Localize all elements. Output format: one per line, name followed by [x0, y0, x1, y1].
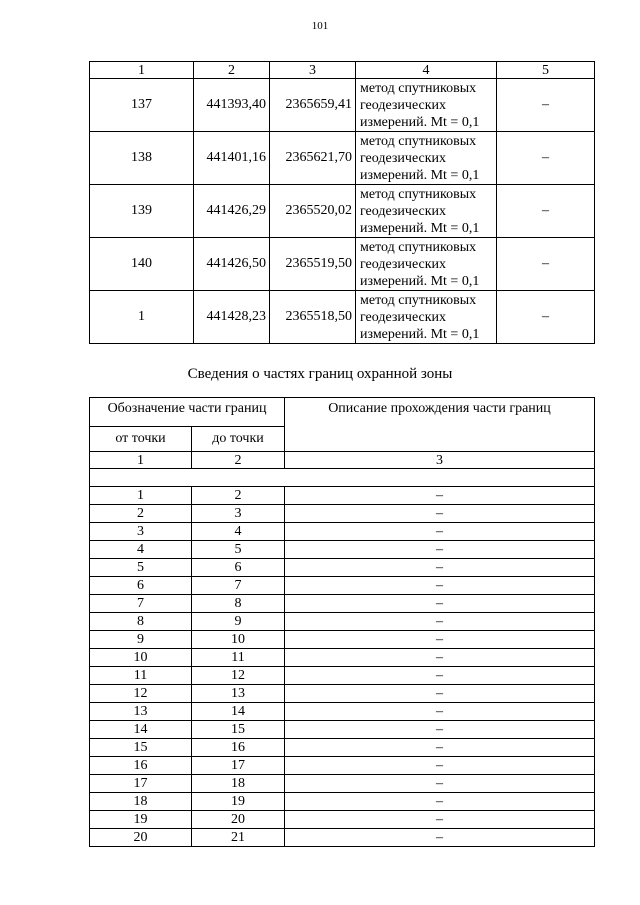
from-point: 19 — [90, 811, 192, 829]
to-point: 12 — [192, 667, 285, 685]
method-cell — [356, 185, 497, 238]
parts-column-numbers-row — [90, 452, 595, 469]
description-cell: – — [285, 595, 595, 613]
from-point: 16 — [90, 757, 192, 775]
coordinate-y: 2365518,50 — [270, 291, 356, 344]
table-row — [90, 132, 595, 185]
method-cell — [356, 291, 497, 344]
coordinates-header-row — [90, 62, 595, 79]
description-cell: – — [285, 685, 595, 703]
to-point: 10 — [192, 631, 285, 649]
from-point: 15 — [90, 739, 192, 757]
from-point: 12 — [90, 685, 192, 703]
method-line: геодезических — [360, 150, 447, 166]
to-point: 7 — [192, 577, 285, 595]
to-point: 20 — [192, 811, 285, 829]
header-from-point: от точки — [90, 427, 192, 452]
to-point: 16 — [192, 739, 285, 757]
method-line: метод спутниковых — [360, 80, 477, 96]
table-row — [90, 757, 595, 775]
coordinate-x: 441426,50 — [194, 238, 270, 291]
description-cell: – — [285, 667, 595, 685]
to-point: 9 — [192, 613, 285, 631]
to-point: 19 — [192, 793, 285, 811]
description-cell: – — [285, 613, 595, 631]
description-cell: – — [285, 631, 595, 649]
method-line: геодезических — [360, 203, 447, 219]
to-point: 17 — [192, 757, 285, 775]
to-point: 11 — [192, 649, 285, 667]
method-line: измерений. Mt = 0,1 — [360, 114, 480, 130]
to-point: 18 — [192, 775, 285, 793]
table-row — [90, 238, 595, 291]
from-point: 4 — [90, 541, 192, 559]
column-number: 2 — [194, 62, 270, 79]
method-line: метод спутниковых — [360, 186, 477, 202]
from-point: 3 — [90, 523, 192, 541]
to-point: 2 — [192, 487, 285, 505]
description-cell: – — [285, 811, 595, 829]
from-point: 8 — [90, 613, 192, 631]
column-number: 5 — [497, 62, 595, 79]
boundary-parts-table — [89, 397, 595, 847]
description-cell: – — [285, 559, 595, 577]
from-point: 5 — [90, 559, 192, 577]
table-row — [90, 649, 595, 667]
method-cell — [356, 132, 497, 185]
table-row — [90, 541, 595, 559]
coordinate-x: 441401,16 — [194, 132, 270, 185]
description-cell: – — [285, 649, 595, 667]
parts-header-row — [90, 398, 595, 427]
from-point: 7 — [90, 595, 192, 613]
table-row — [90, 79, 595, 132]
from-point: 13 — [90, 703, 192, 721]
description-cell: – — [285, 757, 595, 775]
column-number: 1 — [90, 452, 192, 469]
table-row — [90, 523, 595, 541]
method-cell — [356, 79, 497, 132]
to-point: 4 — [192, 523, 285, 541]
to-point: 15 — [192, 721, 285, 739]
description-cell: – — [285, 721, 595, 739]
coordinate-x: 441428,23 — [194, 291, 270, 344]
method-line: метод спутниковых — [360, 239, 477, 255]
method-line: геодезических — [360, 97, 447, 113]
coordinate-y: 2365621,70 — [270, 132, 356, 185]
description-cell: – — [285, 775, 595, 793]
from-point: 17 — [90, 775, 192, 793]
description-cell: – — [285, 829, 595, 847]
method-line: измерений. Mt = 0,1 — [360, 220, 480, 236]
column-number: 3 — [270, 62, 356, 79]
from-point: 11 — [90, 667, 192, 685]
point-number: 139 — [90, 185, 194, 238]
to-point: 14 — [192, 703, 285, 721]
to-point: 5 — [192, 541, 285, 559]
description-cell: – — [285, 523, 595, 541]
note-cell: – — [497, 132, 595, 185]
description-cell: – — [285, 541, 595, 559]
table-row — [90, 703, 595, 721]
coordinate-y: 2365519,50 — [270, 238, 356, 291]
method-line: геодезических — [360, 256, 447, 272]
point-number: 140 — [90, 238, 194, 291]
note-cell: – — [497, 238, 595, 291]
from-point: 18 — [90, 793, 192, 811]
method-line: метод спутниковых — [360, 133, 477, 149]
page-number: 101 — [311, 20, 329, 32]
note-cell: – — [497, 79, 595, 132]
table-row — [90, 559, 595, 577]
table-row — [90, 613, 595, 631]
table-row — [90, 775, 595, 793]
to-point: 8 — [192, 595, 285, 613]
point-number: 138 — [90, 132, 194, 185]
from-point: 1 — [90, 487, 192, 505]
description-cell: – — [285, 793, 595, 811]
table-row — [90, 667, 595, 685]
note-cell: – — [497, 291, 595, 344]
header-description: Описание прохождения части границ — [285, 398, 595, 452]
method-line: измерений. Mt = 0,1 — [360, 273, 480, 289]
to-point: 3 — [192, 505, 285, 523]
point-number: 1 — [90, 291, 194, 344]
point-number: 137 — [90, 79, 194, 132]
table-row — [90, 595, 595, 613]
table-row — [90, 829, 595, 847]
table-row — [90, 793, 595, 811]
blank-row — [90, 469, 595, 487]
table-row — [90, 291, 595, 344]
to-point: 21 — [192, 829, 285, 847]
description-cell: – — [285, 703, 595, 721]
header-part-designation: Обозначение части границ — [90, 398, 285, 427]
method-cell — [356, 238, 497, 291]
method-line: измерений. Mt = 0,1 — [360, 326, 480, 342]
table-row — [90, 577, 595, 595]
coordinate-y: 2365520,02 — [270, 185, 356, 238]
description-cell: – — [285, 505, 595, 523]
method-line: геодезических — [360, 309, 447, 325]
column-number: 2 — [192, 452, 285, 469]
column-number: 4 — [356, 62, 497, 79]
description-cell: – — [285, 739, 595, 757]
table-row — [90, 505, 595, 523]
from-point: 10 — [90, 649, 192, 667]
table-row — [90, 739, 595, 757]
table-row — [90, 631, 595, 649]
column-number: 3 — [285, 452, 595, 469]
coordinates-table — [89, 61, 595, 344]
from-point: 14 — [90, 721, 192, 739]
from-point: 20 — [90, 829, 192, 847]
to-point: 6 — [192, 559, 285, 577]
column-number: 1 — [90, 62, 194, 79]
table-row — [90, 185, 595, 238]
table-row — [90, 487, 595, 505]
from-point: 9 — [90, 631, 192, 649]
method-line: измерений. Mt = 0,1 — [360, 167, 480, 183]
coordinate-x: 441426,29 — [194, 185, 270, 238]
table-row — [90, 685, 595, 703]
to-point: 13 — [192, 685, 285, 703]
coordinate-x: 441393,40 — [194, 79, 270, 132]
from-point: 2 — [90, 505, 192, 523]
from-point: 6 — [90, 577, 192, 595]
coordinate-y: 2365659,41 — [270, 79, 356, 132]
method-line: метод спутниковых — [360, 292, 477, 308]
table-row — [90, 811, 595, 829]
description-cell: – — [285, 487, 595, 505]
blank-cell — [90, 469, 595, 487]
description-cell: – — [285, 577, 595, 595]
section-title: Сведения о частях границ охранной зоны — [187, 366, 453, 382]
header-to-point: до точки — [192, 427, 285, 452]
table-row — [90, 721, 595, 739]
note-cell: – — [497, 185, 595, 238]
